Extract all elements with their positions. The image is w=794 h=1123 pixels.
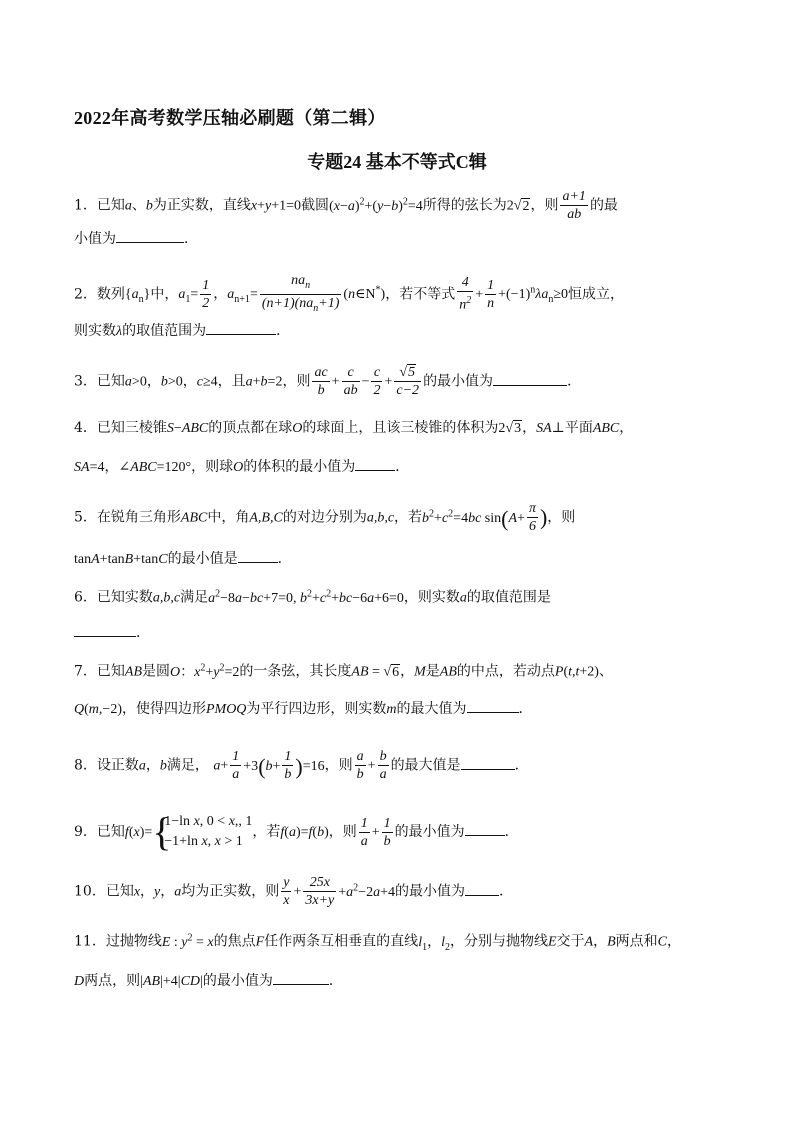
formula: x+y+1=0: [250, 198, 302, 214]
problem-text: ．: [136, 625, 150, 641]
formula: P(t,t+2): [554, 664, 599, 680]
formula: $\frac{\pi}{6}$: [528, 501, 536, 534]
problem-text: 的最小值为: [394, 824, 465, 840]
problem-1-line-1: 1．已知a、b为正实数，直线x+y+1=0截圆$(x-a)^2+(y-b)^2=4$所得的弦长为2√2，则 $\frac{a+1}{ab}$ 的最: [74, 189, 618, 222]
problem-text: 、: [598, 663, 613, 680]
problem-9-line: 9．已知f(x)= { 1−ln x, 0 < x,, 1 −1+ln x, x > 1 ，若f(a)=f(b)，则 $\frac{1}{a}$ + $\frac{1}{b}$ 的最小值为 ．: [74, 809, 519, 854]
formula: |AB|+4|CD|: [140, 974, 203, 989]
formula: ∠ABC=120°: [118, 460, 192, 475]
problem-text: 均为正实数，则: [181, 883, 280, 900]
formula: 2√2: [506, 198, 530, 214]
formula: $l_1$，$l_2$: [418, 934, 450, 953]
problem-text: 过抛物线: [105, 933, 162, 950]
formula: $\frac{ac}{b}$: [314, 365, 328, 398]
problem-text: ．: [276, 323, 291, 339]
problem-text: 数列: [96, 286, 125, 303]
problem-text: 的最小值为: [394, 883, 465, 900]
problem-5-line-2: [74, 548, 734, 570]
answer-blank: [273, 970, 329, 985]
problem-text: 设正数: [96, 757, 139, 774]
problem-11-line-1: 11．过抛物线E : $y^2 = x$的焦点F任作两条互相垂直的直线$l_1$，$l_2$，分别与抛物线E交于A，B两点和C，: [74, 932, 681, 953]
formula: AB = √6: [351, 664, 400, 680]
problem-number: 4．: [74, 420, 97, 436]
problem-text: ．: [567, 373, 582, 390]
problem-number: 2．: [74, 286, 97, 303]
problem-text: 已知实数: [96, 589, 153, 606]
formula: a>0，b>0，c≥4: [124, 374, 218, 390]
document-title: 2022年高考数学压轴必刷题（第二辑）: [74, 108, 386, 128]
formula: S−ABC: [166, 421, 209, 436]
problem-text: 恒成立，: [568, 286, 625, 303]
formula: $\frac{c}{2}$: [373, 365, 381, 398]
problem-text: 已知: [96, 373, 125, 390]
formula: $+a^2-2a+4$: [338, 881, 395, 900]
problem-text: ，分别与抛物线: [449, 933, 548, 950]
formula: $a^2-8a-bc+7=0$, $b^2+c^2+bc-6a+6=0$: [208, 588, 404, 606]
problem-text: ，则: [324, 757, 353, 774]
problem-text: ．: [184, 231, 198, 247]
formula: $\frac{na_n}{(n+1)(na_n+1)}$: [261, 273, 340, 314]
document-subtitle: 专题24 基本不等式C辑: [307, 152, 487, 172]
problem-text: 平面: [564, 420, 593, 436]
formula: $\frac{25x}{3x+y}$: [305, 875, 335, 908]
problem-10-line: 10．已知x，y，a均为正实数，则 $\frac{y}{x}$ + $\frac{25x}{3x+y}$ $+a^2-2a+4$的最小值为 ．: [74, 875, 513, 908]
problem-number: 1．: [74, 197, 97, 214]
problem-text: ，: [522, 420, 537, 436]
problem-number: 8．: [74, 757, 97, 774]
formula: )=16: [295, 753, 325, 779]
problem-7-line-1: 7．已知AB是圆O：$x^2+y^2=2$的一条弦，其长度AB = √6，M是AB的中点，若动点P(t,t+2)、: [74, 662, 613, 680]
problem-text: 的最小值为: [202, 973, 273, 989]
problem-text: ，则: [547, 509, 576, 526]
formula: $\frac{a}{b}$: [356, 749, 364, 782]
problem-2-line-2: 则实数λ的取值范围为 ．: [74, 320, 734, 342]
problem-text: ，则: [282, 373, 311, 390]
problem-number: 5．: [74, 509, 97, 526]
problem-text: ，若: [252, 824, 281, 840]
problem-text: 的焦点: [213, 933, 256, 950]
problem-text: 所得的弦长为: [422, 197, 507, 214]
problem-text: ．: [277, 551, 292, 567]
problem-text: 的最: [589, 197, 618, 214]
problem-1-line-2: [74, 228, 734, 249]
formula: $\frac{1}{n}$: [487, 277, 495, 311]
answer-blank: [461, 755, 515, 770]
formula: O：$x^2+y^2=2$: [170, 662, 240, 680]
answer-blank: [465, 881, 499, 896]
problem-4-line-1: 4．已知三棱锥S−ABC的顶点都在球O的球面上，且该三棱锥的体积为2√3，SA⊥平面ABC，: [74, 420, 634, 436]
problem-5-line-1: 5．在锐角三角形ABC中，角A,B,C的对边分别为a,b,c，若$b^2+c^2=4bc$ sin(A+ $\frac{\pi}{6}$ )，则: [74, 501, 576, 534]
problem-number: 9．: [74, 824, 97, 840]
problem-text: 任作两条互相垂直的直线: [264, 933, 419, 950]
formula: $\frac{a+1}{ab}$: [562, 189, 586, 222]
problem-text: 在锐角三角形: [96, 509, 181, 526]
problem-text: ．: [514, 757, 529, 774]
formula: $\frac{√5}{c-2}$: [396, 365, 420, 398]
problem-text: ，则球: [191, 459, 234, 475]
formula: SA=4: [74, 460, 105, 475]
problem-6-line-1: 6．已知实数a,b,c满足$a^2-8a-bc+7=0$, $b^2+c^2+bc-6a+6=0$，则实数a的取值范围是: [74, 588, 551, 606]
problem-text: 满足: [180, 589, 209, 606]
formula: $a_1=$: [178, 287, 199, 306]
problem-text: ．: [498, 883, 513, 900]
answer-blank: [74, 622, 136, 637]
problem-text: 为平行四边形，则实数: [246, 701, 387, 717]
problem-text: ，则实数: [403, 589, 460, 606]
problem-text: 中，: [150, 286, 179, 303]
problem-text: 已知: [105, 883, 134, 900]
problem-text: 两点，则: [84, 973, 141, 989]
problem-text: ，: [400, 663, 415, 680]
formula: $\frac{1}{a}$: [360, 815, 368, 849]
answer-blank: [355, 456, 395, 471]
formula: $\frac{1}{b}$: [284, 749, 292, 782]
problem-text: ，则: [328, 824, 357, 840]
problem-text: ，: [619, 420, 634, 436]
problem-7-line-2: Q(m,−2)，使得四边形PMOQ为平行四边形，则实数m的最大值为 ．: [74, 698, 734, 720]
problem-text: ，且: [217, 373, 246, 390]
problem-text: ．: [328, 973, 343, 989]
formula: a+b=2: [245, 374, 283, 390]
problem-text: ，则: [530, 197, 559, 214]
problem-text: 的一条弦，其长度: [239, 663, 352, 680]
problem-text: 的球面上，且该三棱锥的体积为: [302, 420, 499, 436]
piecewise-formula: { 1−ln x, 0 < x,, 1 −1+ln x, x > 1: [152, 809, 253, 854]
formula: $\frac{1}{a}$: [232, 749, 240, 782]
problem-text: 的最小值是: [167, 551, 238, 567]
problem-2-line-1: 2．数列$\{a_n\}$中，$a_1=$ $\frac{1}{2}$ ，$a_{n+1}=$ $\frac{na_n}{(n+1)(na_n+1)}$ (n∈N*)，若不等式 $\frac{4}{n^2}$ + $\frac{1}{n}$ $+(-1)^n\lambda a_n\ge 0$恒成立，: [74, 272, 734, 317]
problem-text: 中，角: [207, 509, 250, 526]
problem-3-line: 3．已知a>0，b>0，c≥4，且a+b=2，则 $\frac{ac}{b}$ + $\frac{c}{ab}$ − $\frac{c}{2}$ + $\frac{√5}{c-2}$ 的最小值为 ．: [74, 365, 582, 398]
formula: a+: [213, 758, 229, 774]
problem-text: 截圆: [301, 197, 330, 214]
formula: $+(-1)^n\lambda a_n\ge 0$: [498, 284, 569, 306]
formula: f(x)=: [124, 825, 153, 840]
answer-blank: [465, 821, 505, 836]
problem-text: 的最大值是: [390, 757, 461, 774]
problem-text: 的体积的最小值为: [243, 459, 356, 475]
problem-text: ，若: [394, 509, 423, 526]
formula: Q(m,−2): [74, 702, 122, 717]
problem-text: 则实数: [74, 323, 116, 339]
problem-text: 交于: [556, 933, 585, 950]
problem-text: 的顶点都在球: [208, 420, 293, 436]
problem-text: ，若不等式: [385, 286, 456, 303]
answer-blank: [493, 371, 567, 386]
problem-text: 的最小值为: [423, 373, 494, 390]
problem-text: 的最大值为: [396, 701, 467, 717]
problem-text: 是圆: [142, 663, 171, 680]
formula: $b^2+c^2=4bc$ sin(A+: [422, 505, 525, 531]
problem-text: 的取值范围为: [122, 323, 207, 339]
formula: $\frac{y}{x}$: [283, 875, 290, 908]
problem-4-line-2: SA=4，∠ABC=120°，则球O的体积的最小值为 ．: [74, 456, 734, 478]
formula: SA⊥: [536, 421, 565, 436]
formula: E : $y^2 = x$: [161, 932, 214, 950]
formula: $\frac{b}{a}$: [379, 749, 387, 782]
problem-number: 10．: [74, 883, 106, 900]
formula: +3(b+: [243, 753, 281, 779]
problem-text: 、: [131, 197, 146, 214]
problem-number: 11．: [74, 933, 106, 950]
answer-blank: [238, 548, 278, 563]
problem-text: 的对边分别为: [282, 509, 367, 526]
problem-text: ．: [395, 459, 410, 475]
formula: $\{a_n\}$: [124, 287, 151, 306]
formula: $\frac{4}{n^2}$: [459, 275, 472, 314]
formula: 2√3: [498, 421, 522, 436]
problem-text: 是: [425, 663, 440, 680]
formula: $\frac{1}{b}$: [383, 815, 391, 849]
problem-text: 已知: [96, 197, 125, 214]
formula: f(a)=f(b): [280, 825, 329, 840]
problem-number: 6．: [74, 589, 97, 606]
problem-text: ，: [104, 459, 119, 475]
problem-text: ．: [504, 824, 519, 840]
problem-11-line-2: D两点，则|AB|+4|CD|的最小值为 ．: [74, 970, 734, 992]
formula: (n∈N*): [343, 284, 386, 303]
problem-text: ．: [518, 701, 533, 717]
answer-blank: [467, 698, 519, 713]
problem-text: 两点和: [615, 933, 658, 950]
problem-number: 3．: [74, 373, 97, 390]
problem-text: 已知三棱锥: [96, 420, 167, 436]
problem-8-line: 8．设正数a，b满足， a+ $\frac{1}{a}$ +3(b+ $\frac{1}{b}$ )=16，则 $\frac{a}{b}$ + $\frac{b}{a}$ 的最大值是 ．: [74, 749, 529, 782]
problem-number: 7．: [74, 663, 97, 680]
formula: $\frac{1}{2}$: [202, 277, 210, 311]
problem-text: 已知: [96, 824, 125, 840]
formula: tanA+tanB+tanC: [74, 552, 168, 567]
problem-text: ，使得四边形: [121, 701, 206, 717]
formula: $(x-a)^2+(y-b)^2=4$: [329, 195, 423, 214]
answer-blank: [206, 320, 276, 335]
problem-text: 满足，: [166, 757, 209, 774]
problem-text: 的取值范围是: [466, 589, 551, 606]
formula: ，$a_{n+1}=$: [213, 287, 258, 306]
problem-text: 为正实数，直线: [152, 197, 251, 214]
formula: $\frac{c}{ab}$: [343, 365, 358, 398]
problem-6-line-2: [74, 622, 734, 643]
problem-text: 的中点，若动点: [456, 663, 555, 680]
answer-blank: [116, 228, 184, 243]
problem-text: 小值为: [74, 231, 116, 247]
problem-text: 已知: [96, 663, 125, 680]
